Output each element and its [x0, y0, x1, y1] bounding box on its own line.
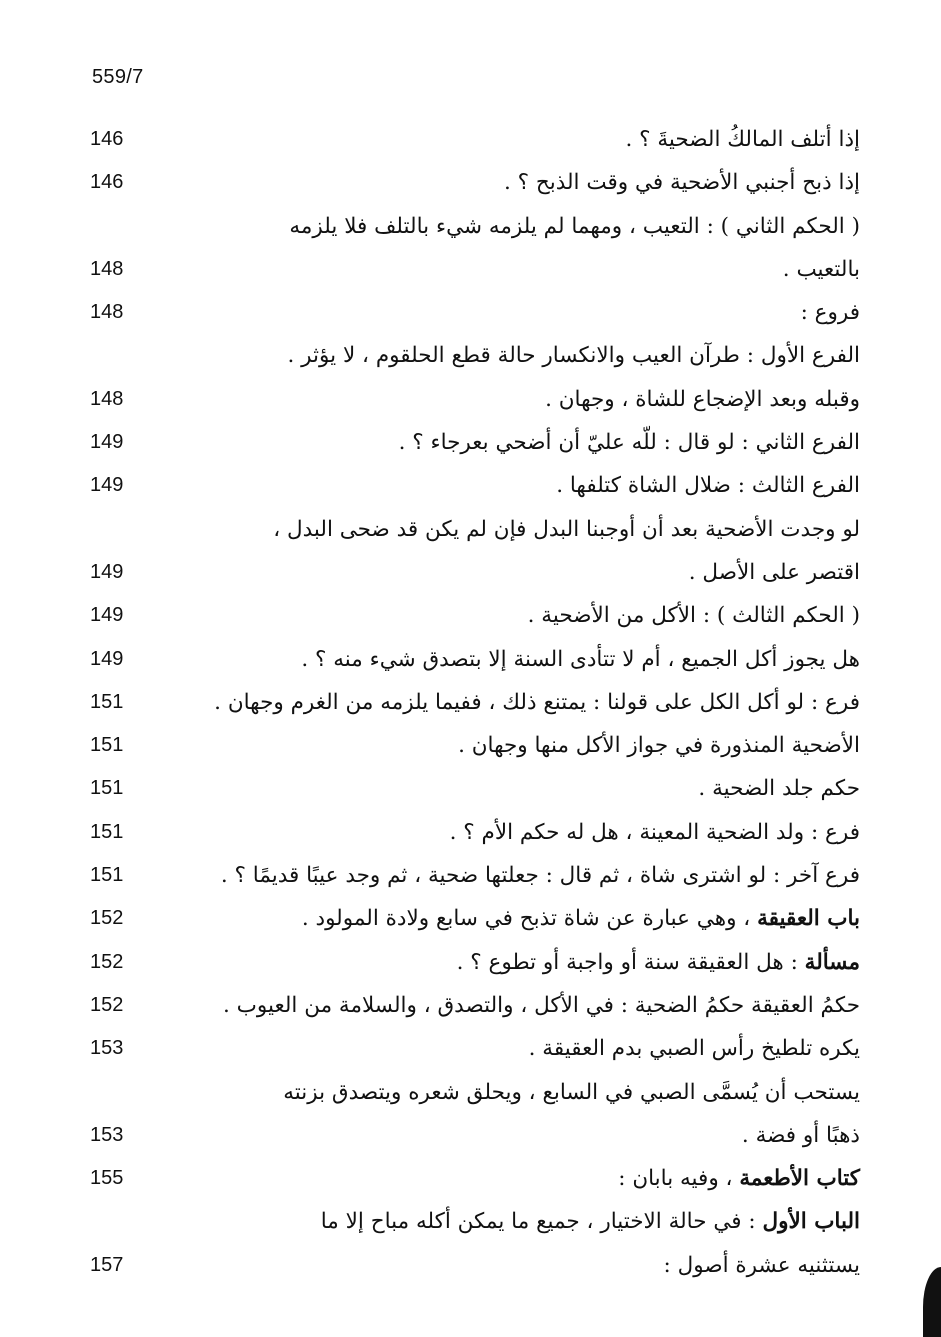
- toc-entry-text: [160, 464, 860, 507]
- toc-page-number: 148: [90, 387, 124, 410]
- page-number: 559/7: [92, 66, 144, 88]
- toc-heading-bold: الباب الأول: [762, 1209, 860, 1235]
- toc-entry: [90, 334, 860, 421]
- toc-heading-rest: : في حالة الاختيار ، جميع ما يمكن أكله مباح إلا ما: [320, 1209, 763, 1235]
- toc-line: ( الحكم الثاني ) : التعيب ، ومهما لم يلزمه شيء بالتلف فلا يلزمه: [289, 213, 860, 239]
- toc-line: فروع :: [800, 300, 860, 326]
- toc-entry: [90, 724, 860, 767]
- toc-line: حكمُ العقيقة حكمُ الضحية : في الأكل ، والتصدق ، والسلامة من العيوب .: [222, 992, 860, 1018]
- page-edge-mark: [923, 1267, 941, 1337]
- toc-entry: [90, 681, 860, 724]
- toc-entry-text: [160, 854, 860, 897]
- toc-line: [160, 1200, 860, 1243]
- toc-entry-text: [160, 638, 860, 681]
- toc-entry: [90, 1071, 860, 1158]
- toc-page-number: 151: [90, 690, 124, 713]
- toc-line: يكره تلطيخ رأس الصبي بدم العقيقة .: [528, 1036, 860, 1062]
- toc-entry: [90, 594, 860, 637]
- toc-line: اقتصر على الأصل .: [688, 559, 860, 585]
- toc-entry: [90, 161, 860, 204]
- toc-entry-text: [160, 811, 860, 854]
- toc-line: [160, 941, 860, 984]
- toc-page-number: 157: [90, 1253, 124, 1276]
- toc-line: [160, 1157, 860, 1200]
- toc-page-number: 151: [90, 777, 124, 800]
- toc-line: فرع : لو أكل الكل على قولنا : يمتنع ذلك ، ففيما يلزمه من الغرم وجهان .: [214, 689, 860, 715]
- toc-line: الفرع الثالث : ضلال الشاة كتلفها .: [556, 473, 860, 499]
- toc-page-number: 151: [90, 734, 124, 757]
- toc-line: الفرع الثاني : لو قال : للّه عليّ أن أضحي بعرجاء ؟ .: [398, 430, 860, 456]
- toc-entry-text: [160, 118, 860, 161]
- toc-entry: [90, 941, 860, 984]
- toc-entry: [90, 508, 860, 595]
- toc-heading-bold: باب العقيقة: [757, 906, 860, 932]
- toc-entry: [90, 1157, 860, 1200]
- toc-line: لو وجدت الأضحية بعد أن أوجبنا البدل فإن لم يكن قد ضحى البدل ،: [273, 516, 860, 542]
- toc-entry: [90, 984, 860, 1027]
- toc-entry: [90, 897, 860, 940]
- toc-page-number: 153: [90, 1037, 124, 1060]
- toc-page-number: 149: [90, 647, 124, 670]
- toc-entry: [90, 118, 860, 161]
- toc-line: فرع آخر : لو اشترى شاة ، ثم قال : جعلتها ضحية ، ثم وجد عيبًا قديمًا ؟ .: [220, 863, 860, 889]
- toc-line: ( الحكم الثالث ) : الأكل من الأضحية .: [527, 603, 860, 629]
- toc-heading-rest: ، وهي عبارة عن شاة تذبح في سابع ولادة المولود .: [301, 906, 758, 932]
- toc-page-number: 149: [90, 604, 124, 627]
- toc-entry: [90, 811, 860, 854]
- toc-line: يستحب أن يُسمَّى الصبي في السابع ، ويحلق شعره ويتصدق بزنته: [283, 1079, 860, 1105]
- toc-heading-rest: : هل العقيقة سنة أو واجبة أو تطوع ؟ .: [456, 949, 805, 975]
- toc-page-number: 148: [90, 257, 124, 280]
- toc-page-number: 149: [90, 560, 124, 583]
- toc-page-number: 149: [90, 431, 124, 454]
- toc-line: ذهبًا أو فضة .: [741, 1122, 860, 1148]
- toc-entry-text: [160, 681, 860, 724]
- toc-line: إذا ذبح أجنبي الأضحية في وقت الذبح ؟ .: [503, 170, 860, 196]
- toc-page-number: 152: [90, 907, 124, 930]
- toc-page-number: 155: [90, 1167, 124, 1190]
- toc-entry-text: [160, 1200, 860, 1287]
- toc-page-number: 152: [90, 950, 124, 973]
- toc-entry-text: [160, 1027, 860, 1070]
- toc-entry: [90, 638, 860, 681]
- toc-page-number: 152: [90, 993, 124, 1016]
- toc-line: يستثنيه عشرة أصول :: [663, 1252, 860, 1278]
- toc-page-number: 148: [90, 301, 124, 324]
- toc-entry: [90, 291, 860, 334]
- toc-entry-text: [160, 594, 860, 637]
- toc-line: الأضحية المنذورة في جواز الأكل منها وجهان .: [458, 733, 860, 759]
- toc-entry-text: [160, 421, 860, 464]
- toc-heading-bold: مسألة: [804, 949, 860, 975]
- toc-page-number: 146: [90, 171, 124, 194]
- toc-entry: [90, 854, 860, 897]
- toc-entry-text: [160, 291, 860, 334]
- toc-entry: [90, 464, 860, 507]
- table-of-contents: [90, 118, 860, 1287]
- toc-entry-text: [160, 984, 860, 1027]
- toc-page-number: 151: [90, 864, 124, 887]
- toc-entry: [90, 1200, 860, 1287]
- toc-line: وقبله وبعد الإضجاع للشاة ، وجهان .: [545, 386, 860, 412]
- toc-entry-text: [160, 334, 860, 421]
- toc-page-number: 146: [90, 128, 124, 150]
- toc-entry: [90, 421, 860, 464]
- toc-entry-text: [160, 724, 860, 767]
- toc-page-number: 153: [90, 1123, 124, 1146]
- toc-entry-text: [160, 941, 860, 984]
- toc-line: [160, 897, 860, 940]
- toc-entry-text: [160, 1157, 860, 1200]
- toc-line: الفرع الأول : طرآن العيب والانكسار حالة قطع الحلقوم ، لا يؤثر .: [287, 343, 860, 369]
- toc-line: حكم جلد الضحية .: [698, 776, 860, 802]
- toc-entry-text: [160, 897, 860, 940]
- toc-page-number: 151: [90, 820, 124, 843]
- toc-entry: [90, 205, 860, 292]
- toc-line: بالتعيب .: [782, 256, 860, 282]
- toc-entry-text: [160, 205, 860, 292]
- toc-line: هل يجوز أكل الجميع ، أم لا تتأدى السنة إلا بتصدق شيء منه ؟ .: [301, 646, 860, 672]
- toc-entry-text: [160, 767, 860, 810]
- toc-heading-bold: كتاب الأطعمة: [739, 1166, 860, 1192]
- toc-entry-text: [160, 1071, 860, 1158]
- toc-line: فرع : ولد الضحية المعينة ، هل له حكم الأم ؟ .: [449, 819, 860, 845]
- toc-page-number: 149: [90, 474, 124, 497]
- toc-heading-rest: ، وفيه بابان :: [618, 1166, 740, 1192]
- toc-line: إذا أتلف المالكُ الضحيةَ ؟ .: [625, 127, 860, 152]
- toc-entry: [90, 767, 860, 810]
- toc-entry: [90, 1027, 860, 1070]
- toc-entry-text: [160, 161, 860, 204]
- toc-entry-text: [160, 508, 860, 595]
